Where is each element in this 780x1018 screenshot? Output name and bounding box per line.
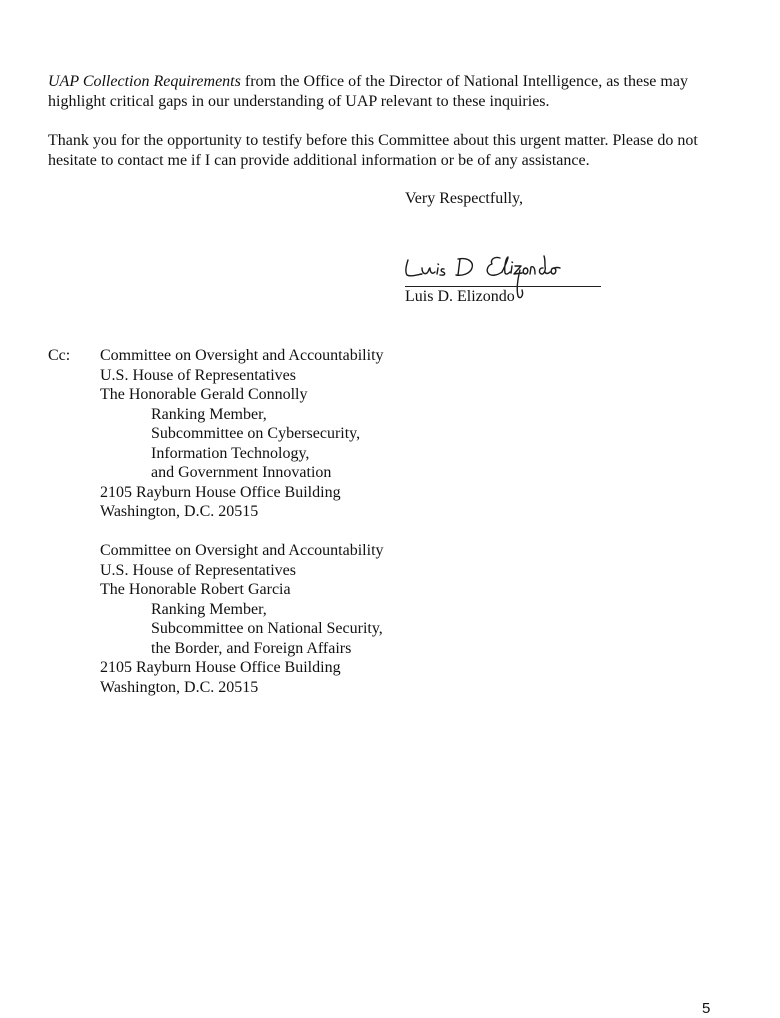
cc-committee: Committee on Oversight and Accountability [100, 542, 384, 559]
cc-subcommittee-line-1: Subcommittee on Cybersecurity, [151, 425, 361, 442]
cc-committee: Committee on Oversight and Accountability [100, 347, 384, 364]
cc-address-line-1: 2105 Rayburn House Office Building [100, 659, 341, 676]
cc-subcommittee-line-2: the Border, and Foreign Affairs [151, 639, 352, 657]
signer-name: Luis D. Elizondo [405, 288, 515, 305]
paragraph-thank-you: Thank you for the opportunity to testify before this Committee about this urgent matter. Please do not hesitate to contact me if I can provide additional information or be of any assistance. [48, 132, 698, 169]
cc-address-line-2: Washington, D.C. 20515 [100, 503, 259, 520]
cc-address-line-2: Washington, D.C. 20515 [100, 678, 259, 696]
cc-label: Cc: [48, 347, 71, 364]
paragraph-uap-requirements [48, 72, 728, 111]
paragraph-text: from the Office of the Director of National Intelligence, as these may highlight critical gaps in our understanding of UAP relevant to these inquiries. [48, 73, 688, 110]
cc-recipient-connolly [100, 346, 384, 522]
document-title-italic: UAP Collection Requirements [48, 73, 241, 90]
cc-role: Ranking Member, [151, 405, 267, 423]
cc-honorable: The Honorable Gerald Connolly [100, 386, 308, 403]
cc-role: Ranking Member, [151, 600, 267, 618]
cc-chamber: U.S. House of Representatives [100, 561, 296, 579]
cc-chamber: U.S. House of Representatives [100, 366, 296, 384]
cc-address-line-1: 2105 Rayburn House Office Building [100, 483, 341, 501]
cc-subcommittee-line-2: Information Technology, [151, 444, 310, 462]
cc-honorable: The Honorable Robert Garcia [100, 581, 291, 598]
page-number: 5 [702, 1000, 711, 1017]
cc-subcommittee-line-1: Subcommittee on National Security, [151, 620, 383, 637]
closing-salutation: Very Respectfully, [405, 190, 524, 207]
cc-recipient-garcia [100, 541, 384, 697]
cc-subcommittee-line-3: and Government Innovation [151, 464, 332, 481]
